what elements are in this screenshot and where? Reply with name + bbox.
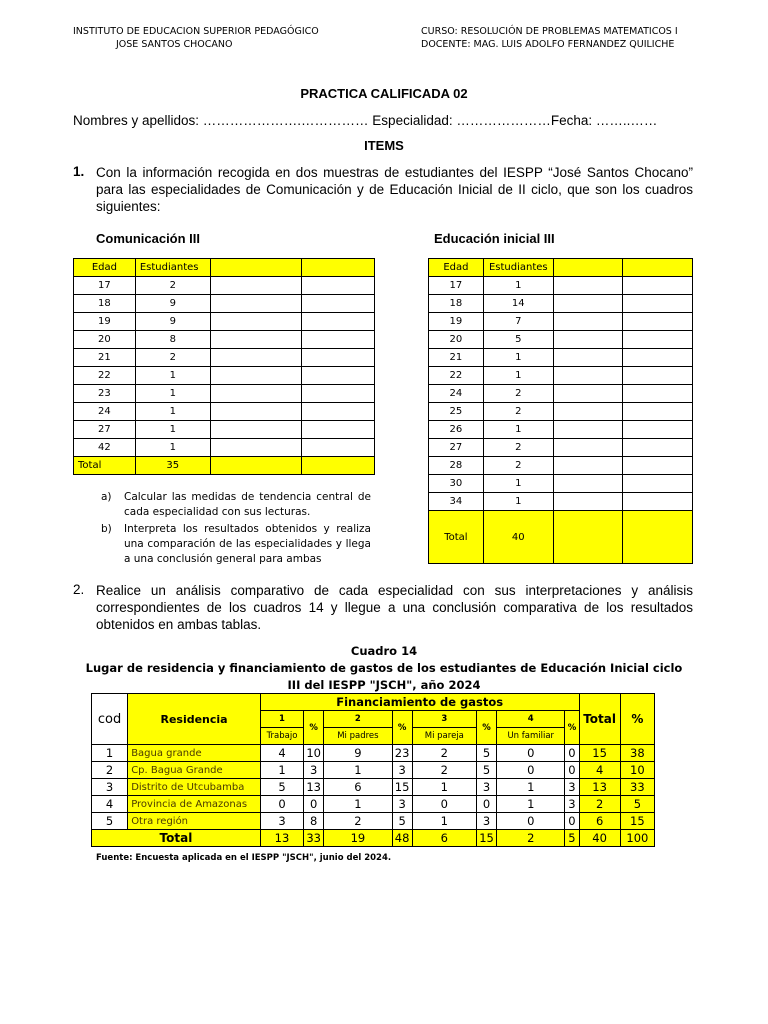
q2-number: 2.: [73, 582, 85, 597]
cell-estudiantes: 2: [483, 439, 553, 457]
table-row: [429, 421, 693, 439]
cell-p2: 3: [392, 796, 412, 813]
cell-residencia: Distrito de Utcubamba: [128, 779, 261, 796]
cell-estudiantes: 7: [483, 313, 553, 331]
table-row: [74, 331, 375, 349]
cell-edad: 28: [429, 457, 484, 475]
cell-p2: 15: [392, 779, 412, 796]
cell-n4: 0: [497, 762, 565, 779]
subitem-marker: b): [101, 523, 112, 535]
empty-cell: [623, 331, 693, 349]
cell-n1: 0: [260, 796, 303, 813]
cell-n3: 2: [412, 745, 476, 762]
cell-p1: 13: [304, 779, 324, 796]
empty-cell: [623, 457, 693, 475]
empty-cell: [302, 295, 375, 313]
empty-cell: [623, 349, 693, 367]
cell-edad: 27: [74, 421, 136, 439]
table-row: [429, 439, 693, 457]
empty-cell: [553, 349, 623, 367]
teacher-line: DOCENTE: MAG. LUIS ADOLFO FERNANDEZ QUILICHE: [421, 39, 675, 50]
empty-cell: [210, 385, 302, 403]
empty-cell: [553, 421, 623, 439]
cell-edad: 42: [74, 439, 136, 457]
cell-estudiantes: 1: [135, 385, 210, 403]
cell-n2: 6: [324, 779, 392, 796]
cell-estudiantes: 2: [483, 385, 553, 403]
cell-n1: 5: [260, 779, 303, 796]
cell-total: 2: [579, 796, 620, 813]
cell-p3: 5: [476, 745, 496, 762]
table-total-row: [429, 511, 693, 564]
cell-edad: 19: [429, 313, 484, 331]
items-heading: ITEMS: [364, 138, 404, 153]
cell-edad: 23: [74, 385, 136, 403]
cell-p3: 5: [476, 762, 496, 779]
cuadro-label: Cuadro 14: [350, 644, 418, 658]
cell-cod: 3: [92, 779, 128, 796]
cell-n4: 0: [497, 745, 565, 762]
table-header-row: [429, 259, 693, 277]
cell-edad: 22: [429, 367, 484, 385]
empty-cell: [553, 493, 623, 511]
total-value: 35: [135, 457, 210, 475]
cell-n2: 19: [324, 830, 392, 847]
cell-cod: 4: [92, 796, 128, 813]
cell-residencia: Provincia de Amazonas: [128, 796, 261, 813]
cell-n3: 0: [412, 796, 476, 813]
col-header-percent: %: [620, 694, 654, 745]
subheader-percent: %: [304, 711, 324, 745]
cell-edad: 25: [429, 403, 484, 421]
cell-edad: 20: [74, 331, 136, 349]
table-row: [74, 295, 375, 313]
cell-p4: 0: [565, 762, 579, 779]
table-row: [74, 403, 375, 421]
institute-line2: JOSE SANTOS CHOCANO: [116, 39, 233, 50]
col-header-total: Total: [579, 694, 620, 745]
cell-p4: 5: [565, 830, 579, 847]
empty-cell: [553, 511, 623, 564]
empty-cell: [210, 295, 302, 313]
empty-cell: [623, 403, 693, 421]
cell-n1: 4: [260, 745, 303, 762]
table-row: [74, 367, 375, 385]
cell-estudiantes: 1: [483, 277, 553, 295]
subheader-name: Mi padres: [324, 728, 392, 745]
header-course: [421, 25, 678, 51]
cell-n3: 1: [412, 779, 476, 796]
table-comunicacion: [73, 258, 375, 475]
cell-estudiantes: 1: [135, 421, 210, 439]
table-row: [429, 493, 693, 511]
table-row: [74, 277, 375, 295]
table-row: [429, 331, 693, 349]
cell-residencia: Bagua grande: [128, 745, 261, 762]
cell-residencia: Cp. Bagua Grande: [128, 762, 261, 779]
empty-cell: [302, 421, 375, 439]
col-header-empty: [210, 259, 302, 277]
cell-n3: 1: [412, 813, 476, 830]
subheader-name: Mi pareja: [412, 728, 476, 745]
cell-n3: 6: [412, 830, 476, 847]
cell-edad: 17: [74, 277, 136, 295]
empty-cell: [302, 457, 375, 475]
cell-p1: 0: [304, 796, 324, 813]
cell-edad: 21: [429, 349, 484, 367]
cell-edad: 27: [429, 439, 484, 457]
cell-n4: 0: [497, 813, 565, 830]
subitem-text: Calcular las medidas de tendencia central de cada especialidad con sus lecturas.: [124, 491, 371, 518]
table-row: [92, 796, 655, 813]
cell-total: 13: [579, 779, 620, 796]
cell-p2: 5: [392, 813, 412, 830]
table-row: [429, 349, 693, 367]
empty-cell: [302, 367, 375, 385]
cell-n1: 13: [260, 830, 303, 847]
empty-cell: [210, 349, 302, 367]
col-header-empty: [553, 259, 623, 277]
empty-cell: [623, 421, 693, 439]
cell-cod: 2: [92, 762, 128, 779]
subheader-name: Trabajo: [260, 728, 303, 745]
table-row: [429, 367, 693, 385]
cuadro-caption-line1: Lugar de residencia y financiamiento de gastos de los estudiantes de Educación Inicial ciclo: [85, 661, 683, 675]
empty-cell: [553, 331, 623, 349]
empty-cell: [210, 421, 302, 439]
cuadro-source: Fuente: Encuesta aplicada en el IESPP "JSCH", junio del 2024.: [96, 853, 392, 863]
cell-estudiantes: 2: [135, 349, 210, 367]
cell-p2: 23: [392, 745, 412, 762]
cell-edad: 34: [429, 493, 484, 511]
table-row: [74, 385, 375, 403]
table-row: [92, 813, 655, 830]
empty-cell: [302, 277, 375, 295]
cell-total: 4: [579, 762, 620, 779]
cell-n2: 9: [324, 745, 392, 762]
cell-estudiantes: 2: [483, 457, 553, 475]
empty-cell: [623, 295, 693, 313]
q2-text: Realice un análisis comparativo de cada especialidad con sus interpretaciones y análisis correspondientes de los cuadros 14 y llegue a una conclusión comparativa de los resultados obtenidos en ambas tablas.: [96, 583, 693, 632]
empty-cell: [553, 295, 623, 313]
empty-cell: [553, 439, 623, 457]
subheader-num: 4: [497, 711, 565, 728]
subheader-num: 1: [260, 711, 303, 728]
cell-p1: 10: [304, 745, 324, 762]
cuadro-caption-line2: III del IESPP "JSCH", año 2024: [287, 678, 481, 692]
cuadro-header-row: [92, 694, 655, 711]
total-label: Total: [92, 830, 261, 847]
cell-p1: 3: [304, 762, 324, 779]
cell-total: 40: [579, 830, 620, 847]
cell-percent: 100: [620, 830, 654, 847]
subheader-num: 3: [412, 711, 476, 728]
subheader-num: 2: [324, 711, 392, 728]
cell-estudiantes: 5: [483, 331, 553, 349]
col-header-estudiantes: Estudiantes: [135, 259, 210, 277]
col-header-empty: [302, 259, 375, 277]
cell-edad: 18: [74, 295, 136, 313]
table-row: [429, 457, 693, 475]
cell-estudiantes: 1: [483, 421, 553, 439]
total-label: Total: [74, 457, 136, 475]
list-item: [101, 490, 371, 520]
cell-edad: 19: [74, 313, 136, 331]
empty-cell: [302, 349, 375, 367]
cell-estudiantes: 9: [135, 313, 210, 331]
empty-cell: [623, 313, 693, 331]
cell-estudiantes: 1: [135, 439, 210, 457]
cell-estudiantes: 8: [135, 331, 210, 349]
list-item: [101, 522, 371, 567]
cell-estudiantes: 1: [483, 475, 553, 493]
table-row: [429, 385, 693, 403]
empty-cell: [623, 277, 693, 295]
cell-p3: 3: [476, 813, 496, 830]
cell-edad: 21: [74, 349, 136, 367]
empty-cell: [210, 367, 302, 385]
cell-estudiantes: 14: [483, 295, 553, 313]
cell-n4: 1: [497, 796, 565, 813]
cell-p4: 0: [565, 813, 579, 830]
header-institute: [73, 25, 319, 51]
empty-cell: [302, 439, 375, 457]
table-row: [429, 403, 693, 421]
col-header-edad: Edad: [429, 259, 484, 277]
cell-estudiantes: 9: [135, 295, 210, 313]
empty-cell: [210, 313, 302, 331]
cell-n1: 1: [260, 762, 303, 779]
cell-p2: 3: [392, 762, 412, 779]
cell-percent: 38: [620, 745, 654, 762]
empty-cell: [553, 385, 623, 403]
cell-cod: 5: [92, 813, 128, 830]
empty-cell: [210, 457, 302, 475]
student-line: Nombres y apellidos: ………………….…………… Especialidad: …………………Fecha: ……..……: [73, 113, 658, 128]
empty-cell: [623, 475, 693, 493]
table-row: [429, 475, 693, 493]
empty-cell: [623, 439, 693, 457]
table-total-row: [74, 457, 375, 475]
col-header-residencia: Residencia: [128, 694, 261, 745]
cuadro-total-row: [92, 830, 655, 847]
cell-residencia: Otra región: [128, 813, 261, 830]
cell-n2: 2: [324, 813, 392, 830]
cell-p3: 15: [476, 830, 496, 847]
empty-cell: [623, 511, 693, 564]
cell-n2: 1: [324, 796, 392, 813]
table-row: [74, 313, 375, 331]
empty-cell: [623, 385, 693, 403]
cell-estudiantes: 1: [135, 367, 210, 385]
table-row: [429, 277, 693, 295]
empty-cell: [302, 331, 375, 349]
cell-n1: 3: [260, 813, 303, 830]
cell-estudiantes: 1: [483, 367, 553, 385]
cell-edad: 30: [429, 475, 484, 493]
cell-percent: 10: [620, 762, 654, 779]
cell-n4: 1: [497, 779, 565, 796]
total-label: Total: [429, 511, 484, 564]
table-row: [92, 779, 655, 796]
empty-cell: [302, 385, 375, 403]
cell-edad: 17: [429, 277, 484, 295]
cell-p2: 48: [392, 830, 412, 847]
cell-estudiantes: 1: [483, 349, 553, 367]
empty-cell: [553, 403, 623, 421]
cell-n2: 1: [324, 762, 392, 779]
cell-estudiantes: 1: [135, 403, 210, 421]
empty-cell: [553, 457, 623, 475]
cuadro-table: [91, 693, 655, 847]
empty-cell: [553, 277, 623, 295]
empty-cell: [210, 331, 302, 349]
empty-cell: [302, 313, 375, 331]
col-header-empty: [623, 259, 693, 277]
empty-cell: [553, 367, 623, 385]
subitem-text: Interpreta los resultados obtenidos y realiza una comparación de las especialidades y llega a una conclusión general para ambas: [124, 523, 371, 565]
cell-percent: 15: [620, 813, 654, 830]
cell-total: 15: [579, 745, 620, 762]
table-row: [429, 295, 693, 313]
empty-cell: [210, 277, 302, 295]
total-value: 40: [483, 511, 553, 564]
empty-cell: [210, 403, 302, 421]
cell-p1: 8: [304, 813, 324, 830]
q1-text: Con la información recogida en dos muestras de estudiantes del IESPP “José Santos Chocano” para las especialidades de Comunicación y de Educación Inicial de II ciclo, que son los cuadros siguientes:: [96, 165, 693, 214]
cell-edad: 22: [74, 367, 136, 385]
q1-number: 1.: [73, 164, 85, 179]
cell-edad: 24: [429, 385, 484, 403]
cell-p4: 3: [565, 779, 579, 796]
course-line: CURSO: RESOLUCIÓN DE PROBLEMAS MATEMATICOS I: [421, 26, 678, 37]
empty-cell: [553, 475, 623, 493]
table-row: [429, 313, 693, 331]
subheader-percent: %: [476, 711, 496, 745]
empty-cell: [623, 367, 693, 385]
cell-p4: 3: [565, 796, 579, 813]
subitem-marker: a): [101, 491, 112, 503]
subheader-percent: %: [392, 711, 412, 745]
cell-n3: 2: [412, 762, 476, 779]
table-row: [92, 762, 655, 779]
empty-cell: [553, 313, 623, 331]
cell-p4: 0: [565, 745, 579, 762]
cell-edad: 26: [429, 421, 484, 439]
cell-p1: 33: [304, 830, 324, 847]
cell-estudiantes: 1: [483, 493, 553, 511]
cell-estudiantes: 2: [135, 277, 210, 295]
page-title: PRACTICA CALIFICADA 02: [300, 86, 468, 101]
table-row: [74, 349, 375, 367]
col-header-edad: Edad: [74, 259, 136, 277]
cell-estudiantes: 2: [483, 403, 553, 421]
col-header-estudiantes: Estudiantes: [483, 259, 553, 277]
col-header-financiamiento: Financiamiento de gastos: [260, 694, 579, 711]
table-row: [74, 439, 375, 457]
table-header-row: [74, 259, 375, 277]
table-row: [92, 745, 655, 762]
cell-total: 6: [579, 813, 620, 830]
cell-edad: 20: [429, 331, 484, 349]
cell-n4: 2: [497, 830, 565, 847]
cuadro-caption: [0, 643, 768, 694]
empty-cell: [210, 439, 302, 457]
empty-cell: [623, 493, 693, 511]
cell-edad: 18: [429, 295, 484, 313]
cell-p3: 0: [476, 796, 496, 813]
cell-percent: 5: [620, 796, 654, 813]
empty-cell: [302, 403, 375, 421]
subitems-list: [101, 490, 371, 567]
subheader-percent: %: [565, 711, 579, 745]
institute-line1: INSTITUTO DE EDUCACION SUPERIOR PEDAGÓGICO: [73, 26, 319, 37]
table-inicial: [428, 258, 693, 564]
table-row: [74, 421, 375, 439]
subheader-name: Un familiar: [497, 728, 565, 745]
table-com-title: Comunicación III: [96, 231, 201, 246]
cell-cod: 1: [92, 745, 128, 762]
cell-percent: 33: [620, 779, 654, 796]
table-ini-title: Educación inicial III: [434, 231, 555, 246]
cell-p3: 3: [476, 779, 496, 796]
col-header-cod: cod: [92, 694, 128, 745]
cell-edad: 24: [74, 403, 136, 421]
